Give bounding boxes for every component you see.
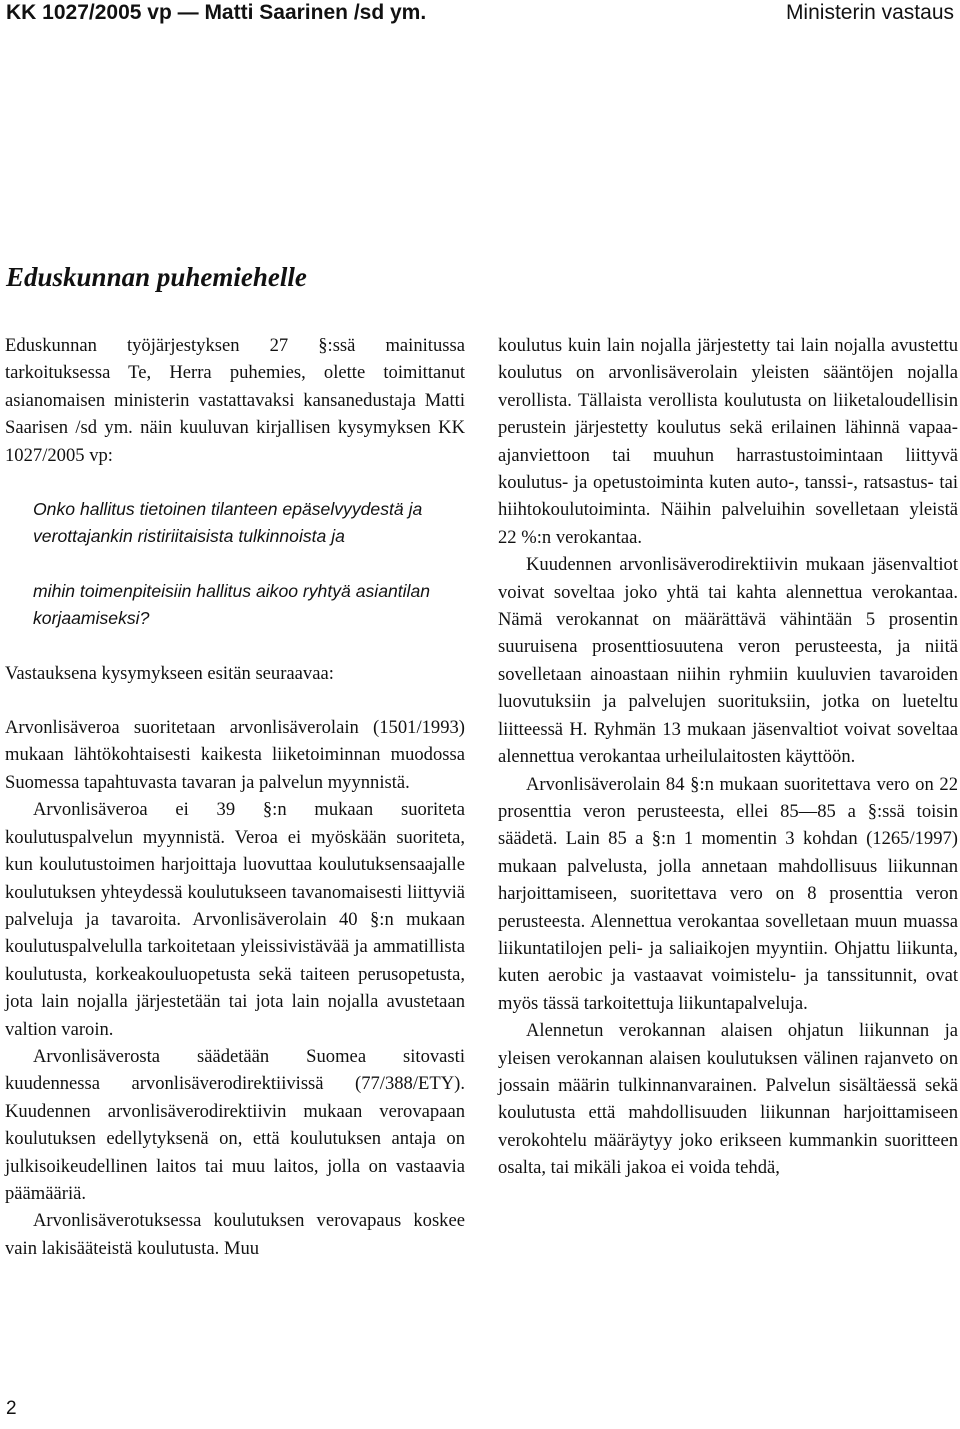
left-paragraph-2: Arvonlisäveroa ei 39 §:n mukaan suoriteta koulutuspalvelun myynnistä. Veroa ei myöskään suoriteta, kun koulutustoimen harjoittaja luovuttaa koulutuksensaajalle koulutuksen yhteydessä koulutukseen tavanomaisesti liittyviä palveluja ja tavaroita. Arvonlisäverolain 40 §:n mukaan koulutuspalvelulla tarkoitetaan yleissivistävää ja ammatillista koulutusta, korkeakouluopetusta sekä taiteen perusopetusta, jota lain nojalla järjestetään tai jota lain nojalla avustetaan valtion varoin. [5,799,465,1040]
question-part-2: mihin toimenpiteisiin hallitus aikoo ryhtyä asiantilan korjaamiseksi? [33,580,431,629]
page-number: 2 [6,1398,17,1419]
right-paragraph-2: Kuudennen arvonlisäverodirektiivin mukaan jäsenvaltiot voivat soveltaa joko yhtä tai kahta alennettua verokantaa. Nämä verokannat on määrättävä vähintään 5 prosentin suuruisena prosenttiosuutena veron perusteesta, ja niitä sovelletaan ainoastaan niihin ryhmiin kuuluvien tavaroiden luovutuksiin ja palvelujen suorituksiin, jotka on lueteltu liitteessä H. Ryhmän 13 mukaan jäsenvaltiot voivat soveltaa alennettua verokantaa urheilulaitosten käyttöön. [498,554,958,768]
intro-paragraph: Eduskunnan työjärjestyksen 27 §:ssä mainitussa tarkoituksessa Te, Herra puhemies, olette toimittanut asianomaisen ministerin vastattavaksi kansanedustaja Matti Saarisen /sd ym. näin kuuluvan kirjallisen kysymyksen KK 1027/2005 vp: [5,335,465,466]
left-paragraph-3: Arvonlisäverosta säädetään Suomea sitovasti kuudennessa arvonlisäverodirektiivissä (77/388/ETY). Kuudennen arvonlisäverodirektiivin mukaan verovapaan koulutuksen edellytyksenä on, että koulutuksen antaja on julkisoikeudellinen laitos tai muu laitos, jolla on vastaavia päämääriä. [5,1045,465,1204]
question-block [5,496,465,633]
running-header-section: Ministerin vastaus [785,1,954,24]
left-paragraph-1: Arvonlisäveroa suoritetaan arvonlisäverolain (1501/1993) mukaan lähtökohtaisesti kaikesta liiketoiminnan muodossa Suomessa tapahtuvasta tavaran ja palvelun myynnistä. [5,717,465,793]
left-paragraph-4: Arvonlisäverotuksessa koulutuksen verovapaus koskee vain lakisääteistä koulutusta. Muu [5,1210,465,1259]
running-header-reference: KK 1027/2005 vp — Matti Saarinen /sd ym. [6,1,427,24]
answer-intro: Vastauksena kysymykseen esitän seuraavaa: [5,662,334,684]
right-paragraph-1: koulutus kuin lain nojalla järjestetty tai lain nojalla avustettu koulutus on arvonlisäverolain yleisten sääntöjen nojalla verollista. Tällaista verollista koulutusta on liiketaloudellisin perustein järjestetty koulutus sekä erilainen lähinnä vapaa-ajanviettoon tai muuhun harrastustoimintaan liittyvä koulutus- ja opetustoiminta kuten auto-, tanssi-, ratsastus- tai hiihtokoulutoiminta. Näihin palveluihin sovelletaan yleistä 22 %:n verokantaa. [498,335,958,548]
left-column [5,332,465,1262]
right-paragraph-3: Arvonlisäverolain 84 §:n mukaan suoritettava vero on 22 prosenttia veron perusteesta, ellei 85—85 a §:ssä toisin säädetä. Lain 85 a §:n 1 momentin 3 kohdan (1265/1997) mukaan palvelusta, jolla annetaan mahdollisuus liikunnan harjoittamiseen, suoritettava vero on 8 prosenttia veron perusteesta. Alennettua verokantaa sovelletaan muun muassa liikuntatilojen peli- ja saliaikojen myyntiin. Ohjattu liikunta, kuten aerobic ja vastaavat voimistelu- ja tanssitunnit, ovat myös tässä tarkoitettuja liikuntapalveluja. [498,773,958,1014]
question-part-1: Onko hallitus tietoinen tilanteen epäselvyydestä ja verottajankin ristiriitaisista tulkinnoista ja [33,499,423,547]
right-column [498,332,958,1182]
salutation-heading: Eduskunnan puhemiehelle [6,262,307,292]
right-paragraph-4: Alennetun verokannan alaisen ohjatun liikunnan ja yleisen verokannan alaisen koulutuksen välinen rajanveto on jossain määrin tulkinnanvarainen. Palvelun sisältäessä sekä koulutusta että mahdollisuuden liikunnan harjoittamiseen verokohtelu määräytyy joko erikseen kummankin suoritteen osalta, tai mikäli jakoa ei voida tehdä, [498,1020,958,1179]
